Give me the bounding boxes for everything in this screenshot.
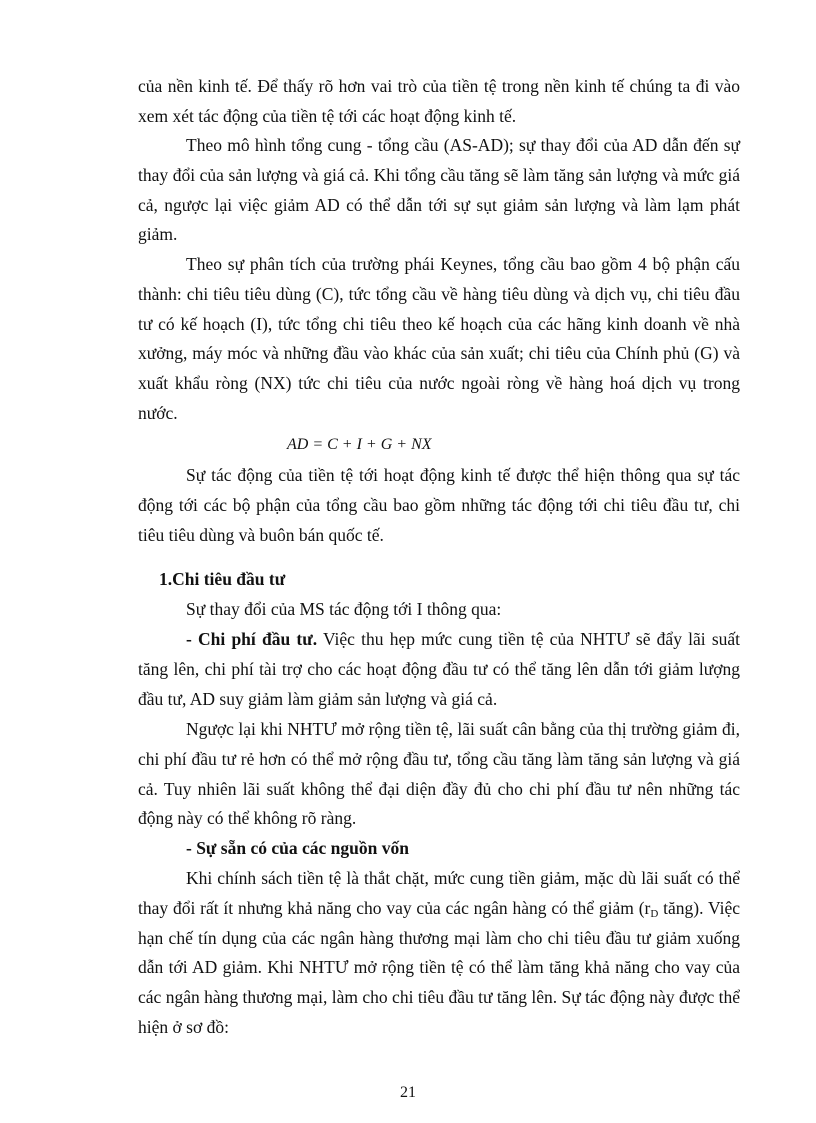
investment-cost-label: - Chi phí đầu tư.	[186, 629, 318, 649]
aggregate-demand-formula: AD = C + I + G + NX	[287, 436, 432, 453]
paragraph-as-ad-model: Theo mô hình tổng cung - tổng cầu (AS-AD); sự thay đổi của AD dẫn đến sự thay đổi của sản lượng và giá cả. Khi tổng cầu tăng sẽ làm tăng sản lượng và mức giá cả, ngược lại việc giảm AD có thể dẫn tới sự sụt giảm sản lượng và làm lạm phát giảm.	[138, 135, 740, 245]
paragraph-keynes-components: Theo sự phân tích của trường phái Keynes, tổng cầu bao gồm 4 bộ phận cấu thành: chi tiêu tiêu dùng (C), tức tổng cầu về hàng tiêu dùng và dịch vụ, chi tiêu đầu tư có kế hoạch (I), tức tổng chi tiêu theo kế hoạch của các hãng kinh doanh về nhà xưởng, máy móc và những đầu vào khác của sản xuất; chi tiêu của Chính phủ (G) và xuất khẩu ròng (NX) tức chi tiêu của nước ngoài ròng về hàng hoá dịch vụ trong nước.	[138, 254, 740, 423]
investment-cost-text: Việc thu hẹp mức cung tiền tệ của NHTƯ sẽ đẩy lãi suất tăng lên, chi phí tài trợ cho các hoạt động đầu tư có thể tăng lên dẫn tới giảm lượng đầu tư, AD suy giảm làm giảm sản lượng và giá cả.	[138, 629, 741, 709]
paragraph-money-impact: Sự tác động của tiền tệ tới hoạt động kinh tế được thể hiện thông qua sự tác động tới các bộ phận của tổng cầu bao gồm những tác động tới chi tiêu đầu tư, chi tiêu tiêu dùng và buôn bán quốc tế.	[138, 465, 740, 545]
rate-subscript: D	[650, 907, 659, 920]
credit-restriction-text-b: tăng). Việc hạn chế tín dụng của các ngân hàng thương mại làm cho chi tiêu đầu tư giảm xuống dẫn tới AD giảm. Khi NHTƯ mở rộng tiền tệ có thể làm tăng khả năng cho vay của các ngân hàng thương mại, làm cho chi tiêu đầu tư tăng lên. Sự tác động này được thể hiện ở sơ đồ:	[138, 897, 740, 1037]
paragraph-ms-impact-intro: Sự thay đổi của MS tác động tới I thông qua:	[186, 599, 502, 619]
section-heading-investment: 1.Chi tiêu đầu tư	[159, 569, 286, 589]
page-number: 21	[400, 1084, 416, 1101]
credit-restriction-text-a: Khi chính sách tiền tệ là thắt chặt, mức cung tiền giảm, mặc dù lãi suất có thể thay đổi rất ít nhưng khả năng cho vay của các ngân hàng có thể giảm (r	[138, 868, 740, 918]
paragraph-intro-continued: của nền kinh tế. Để thấy rõ hơn vai trò của tiền tệ trong nền kinh tế chúng ta đi vào xem xét tác động của tiền tệ tới các hoạt động kinh tế.	[138, 76, 740, 126]
paragraph-expansion-effect: Ngược lại khi NHTƯ mở rộng tiền tệ, lãi suất cân bằng của thị trường giảm đi, chi phí đầu tư rẻ hơn có thể mở rộng đầu tư, tổng cầu tăng làm tăng sản lượng và giá cả. Tuy nhiên lãi suất không thể đại diện đầy đủ cho chi phí đầu tư nên những tác động này có thể không rõ ràng.	[138, 719, 740, 829]
paragraph-funds-availability-heading	[138, 834, 740, 864]
funds-availability-label: - Sự sẵn có của các nguồn vốn	[186, 838, 409, 858]
paragraph-credit-restriction	[138, 864, 740, 1043]
paragraph-investment-cost	[138, 625, 740, 714]
